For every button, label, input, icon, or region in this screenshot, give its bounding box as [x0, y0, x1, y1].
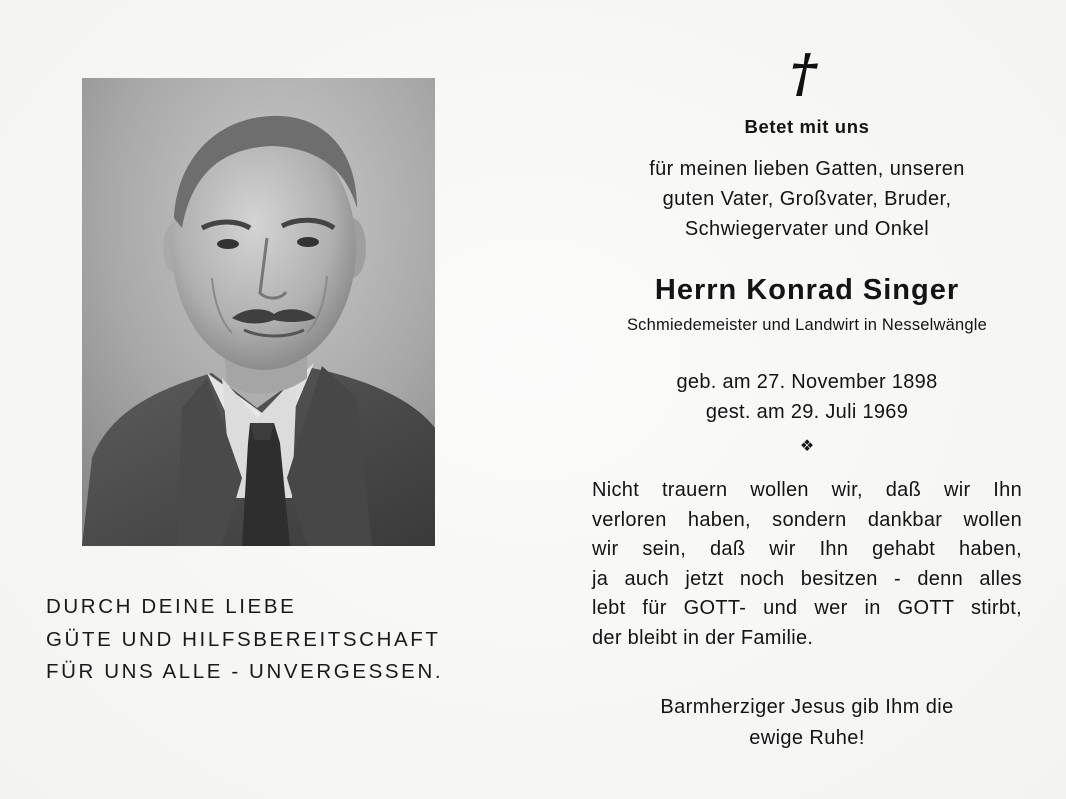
prayer-line: ewige Ruhe!: [749, 727, 865, 749]
dedication-line: guten Vater, Großvater, Bruder,: [662, 188, 952, 210]
dedication-text: [572, 154, 1042, 244]
memorial-verse: [592, 476, 1022, 654]
life-dates: [572, 367, 1042, 427]
dedication-line: für meinen lieben Gatten, unseren: [649, 158, 965, 180]
dedication-line: Schwiegervater und Onkel: [684, 218, 930, 240]
prayer-heading: Betet mit uns: [744, 116, 870, 137]
deceased-name: Herrn Konrad Singer: [654, 274, 960, 306]
portrait-photo: [82, 78, 435, 546]
verse-line: Nicht trauern wollen wir, daß wir Ihn: [592, 479, 1022, 501]
verse-line: wir sein, daß wir Ihn gehabt haben,: [592, 538, 1022, 561]
verse-line: verloren haben, sondern dankbar wollen: [592, 508, 1022, 531]
diamond-ornament-icon: ❖: [799, 438, 815, 455]
verse-line: lebt für GOTT- und wer in GOTT stirbt,: [592, 597, 1022, 620]
verse-line: der bleibt in der Familie.: [592, 626, 814, 649]
birth-date: geb. am 27. November 1898: [676, 371, 938, 393]
prayer-line: Barmherziger Jesus gib Ihm die: [660, 696, 954, 718]
motto-text: [46, 591, 526, 689]
motto-line: FÜR UNS ALLE - UNVERGESSEN.: [46, 660, 444, 683]
verse-line: ja auch jetzt noch besitzen - denn alles: [592, 567, 1022, 590]
cross-icon: †: [783, 43, 824, 104]
death-date: gest. am 29. Juli 1969: [705, 401, 909, 423]
motto-line: DURCH DEINE LIEBE: [46, 595, 297, 618]
portrait-photo-icon: [82, 78, 435, 546]
deceased-occupation: Schmiedemeister und Landwirt in Nesselwängle: [626, 316, 988, 334]
closing-prayer: [572, 692, 1042, 754]
motto-line: GÜTE UND HILFSBEREITSCHAFT: [46, 627, 441, 651]
